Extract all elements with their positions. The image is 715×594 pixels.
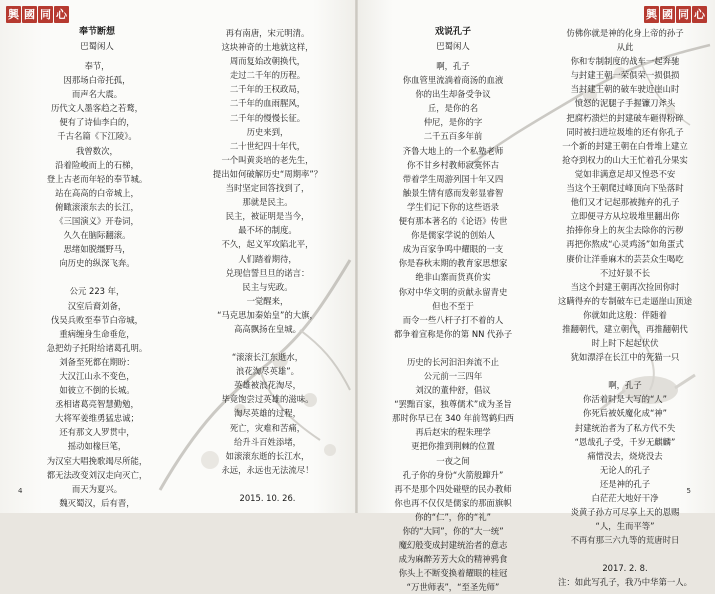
poem-line: 当时坚定回答找到了， [225, 183, 310, 194]
badge-char: 興 [646, 8, 657, 21]
poem-line: 抢夺到权力的山大王忙着孔分果实 [562, 154, 688, 165]
page-number-left: 4 [18, 487, 23, 495]
poem-line: 更把你推到荆棘的位置 [411, 441, 495, 452]
poem-line: “万世师表”，“至圣先师” [406, 582, 500, 593]
poem-line: 学生们记下你的这些语录 [406, 201, 500, 212]
poem-line: 我曾数次， [76, 145, 118, 156]
poem-line: 最不坏的制度。 [238, 225, 297, 236]
poem-line: 带着学生周游列国十年又四 [402, 173, 504, 184]
poem-line: 历史来到， [246, 126, 289, 137]
poem-line: 赓价让洋垂麻木的芸芸众生喝吃 [566, 253, 684, 264]
poem-line: 公元前一三四年 [423, 370, 483, 381]
poem-line: 历史的长河汩汩奔流不止 [406, 356, 500, 367]
poem-line: 齐鲁大地上的一个私塾老师 [402, 145, 504, 156]
poem-line: 你是春秋末期的教育家思想家 [398, 258, 508, 269]
poem-line: 他们又才记起那被抛弃的孔子 [570, 197, 680, 208]
poem-line: 2017. 2. 8. [602, 563, 648, 574]
poem-line: 都无法改变刘汉走向灭亡， [46, 469, 148, 480]
section-badge-left [6, 6, 69, 24]
book-gutter [355, 0, 358, 513]
poem-line: 死亡，灾难和苦痛， [229, 422, 306, 433]
poem-line: “人，生而平等” [595, 521, 655, 532]
poem-line: 而令一些八杆子打不着的人 [402, 314, 504, 325]
poem-line: 还有那文人罗贯中， [59, 427, 135, 438]
poem-line: 民主，被证明是当今， [225, 211, 310, 222]
poem-line: 英雄被浪花淘尽， [234, 380, 301, 391]
poem-line: 你的“大同”，你的“大一统” [402, 526, 504, 536]
poem-line: 高高飘扬在皇城。 [234, 323, 301, 334]
poem-line: 愤怒的泥腿子手握镰刀斧头 [574, 98, 676, 109]
badge-char: 同 [40, 8, 51, 21]
poem-line: 你的出生却备受争议 [415, 89, 491, 100]
poem-line: 急把幼子托附给诸葛孔明。 [46, 342, 148, 353]
poem-line: 不过好景不长 [599, 267, 651, 278]
poem-line: 永远，永远也无法流尽！ [221, 464, 314, 475]
poem-line: 那时你早已在 340 年前驾鹤归西 [392, 413, 514, 424]
poem-line: 炎黄子孙方可尽享上天的恩赐 [570, 507, 680, 518]
poem-line: 浪花淘尽英雄”。 [236, 366, 299, 377]
poem-line: 2015. 10. 26. [239, 492, 296, 503]
poem-line: 再有南唐，宋元明清。 [225, 28, 310, 38]
poem-line: 孔子你的身份“火箭般蹿升” [402, 469, 504, 480]
poem-line: 思绪如脱缰野马， [63, 244, 131, 255]
poem-line: “罢黜百家，独尊儒术”成为圣旨 [394, 399, 512, 410]
poem-line: 封建统治者为了私方代不失 [574, 422, 676, 433]
badge-char: 同 [678, 8, 689, 21]
poem-line: 重病缠身生命垂危， [59, 328, 135, 339]
poem-author: 巴蜀闲人 [80, 41, 114, 51]
poem-column-fengjie-cont [185, 26, 350, 505]
poem-line: 不再有那三六九等的荒唐时日 [570, 535, 680, 546]
poem-line: 都争着宣称是你的第 NN 代孙子 [393, 328, 513, 339]
poem-line: 白茫茫大地好干净 [591, 493, 659, 503]
poem-line: 当这个封建王朝再次捡回你时 [570, 281, 680, 292]
poem-title: 奉节断想 [78, 27, 115, 37]
poem-line: 伐吴兵败至奉节白帝城， [50, 314, 144, 325]
poem-line: 从此 [616, 42, 634, 53]
poem-line: 注：如此写孔子，我乃中华第一人。 [558, 577, 692, 588]
poem-line: 这瞒得弃的专制破车已走逼崖山顶途 [558, 295, 692, 306]
poem-line: 这块神奇的土地就这样， [221, 42, 314, 53]
badge-char: 興 [8, 8, 19, 21]
poem-line: 周而复始改朝换代， [229, 56, 306, 67]
poem-line: 便有了诗仙李白的， [59, 117, 135, 128]
poem-line: 再后赵宋的程朱理学 [415, 427, 491, 438]
poem-author: 巴蜀闲人 [436, 41, 470, 51]
poem-line: 毕竟饱尝过英雄的滋味。 [221, 394, 314, 405]
poem-line: 时上时下起起伏伏 [591, 338, 659, 349]
page-number-right: 5 [686, 487, 691, 495]
poem-line: 你就如此这般：伴随着 [583, 309, 667, 320]
poem-line: 为汉室大唱挽歌竭尽所能， [46, 455, 148, 466]
poem-line: 触景生情有感而发彰显睿智 [402, 187, 504, 198]
poem-column-confucius [368, 26, 538, 594]
poem-line: 民主与宪政。 [242, 281, 293, 292]
poem-line: 你头上不断变换着耀眼的桂冠 [398, 568, 508, 579]
poem-line: 便有那本著名的《论语》传世 [398, 216, 508, 227]
poem-line: 一夜之间 [436, 455, 470, 466]
poem-line: 汉室后裔刘备， [67, 300, 127, 311]
poem-line: 觉如非满意足却又惶恐不安 [574, 168, 676, 179]
poem-title: 戏说孔子 [434, 27, 471, 37]
poem-line: 而天为夏兴。 [71, 483, 123, 494]
poem-line: 再把你熬成“心灵鸡汤”如角蛋式 [566, 239, 684, 250]
poem-line: 无论人的孔子 [599, 464, 651, 475]
poem-line: 淘尽英雄的过程， [234, 408, 301, 419]
poem-line: 你活着时是大写的“人” [582, 394, 668, 405]
poem-line: 二千年的王权政局， [229, 84, 306, 95]
poem-line: 《三国演义》开卷词， [55, 216, 139, 227]
poem-line: 你的“仁”，你的“礼” [415, 511, 491, 522]
poem-column-fengjie [12, 26, 182, 510]
poem-line: 你死后被妖魔化成“神” [582, 408, 668, 419]
poem-line: 奉节， [84, 61, 110, 71]
badge-char: 心 [56, 8, 67, 21]
poem-line: 登上古老而年轻的奉节城。 [46, 173, 148, 184]
poem-line: 站在高高的白帝城上， [55, 187, 139, 198]
poem-line: 犹如漂浮在长江中的死猫一只 [570, 352, 680, 363]
poem-line: 你也再不仅仅是儒家的那面旗帜 [394, 497, 512, 508]
poem-line: 同时被扫进垃圾堆的还有你孔子 [566, 126, 684, 137]
poem-line: 刘备至死都在期盼： [59, 356, 135, 367]
poem-line: 推翻朝代，建立朝代，再推翻朝代 [562, 323, 688, 334]
poem-line: 沿着险峻而上的石梯， [55, 159, 139, 170]
poem-line: 你对中华文明的贡献永留青史 [398, 286, 508, 297]
poem-line: 历代文人墨客趋之若鹜， [50, 103, 144, 114]
poem-line: 把腐朽溃烂的封建破车砸得粉碎 [566, 112, 684, 123]
poem-line: 大将军姜维勇猛忠诚； [55, 413, 139, 424]
poem-line: 但也不至于 [432, 300, 474, 311]
poem-line: 如彼立不倒的长城。 [59, 385, 135, 396]
poem-line: 仿佛你就是神的化身上帝的孙子 [566, 28, 684, 38]
poem-line: 魔幻般变成封建统治者的意志 [398, 540, 508, 551]
poem-line: 走过二千年的历程。 [229, 70, 306, 81]
poem-line: 立即便寻方从垃圾堆里翻出你 [570, 211, 680, 222]
poem-line: 你血管里流淌着商汤的血液 [402, 75, 504, 86]
poem-line: 丞相诸葛亮智慧勤勉， [55, 399, 139, 410]
poem-line: 人们踏着期待， [238, 253, 297, 264]
poem-line: 啊，孔子 [436, 61, 470, 71]
poem-line: 你不甘乡村教师寂寞怀古 [406, 159, 500, 170]
poem-line: 还是神的孔子 [599, 478, 651, 489]
poem-line: 摇动如椽巨笔， [67, 441, 127, 452]
poem-line: 成为百家争鸣中耀眼的一支 [402, 244, 504, 255]
poem-line: 久久在脑际翻滚。 [63, 230, 131, 241]
poem-line: “滚滚长江东逝水， [231, 352, 304, 363]
section-badge-right [644, 6, 707, 24]
poem-line: 痛惜没去，烧烧没去 [587, 450, 663, 461]
poem-line: “恩哉孔子受，千岁无麒麟” [574, 436, 676, 447]
poem-line: 一觉醒来， [246, 295, 289, 306]
poem-line: 刘汉的董仲舒，倡议 [415, 385, 491, 396]
poem-line: 绝非山寨而货真价实 [415, 272, 491, 283]
poem-line: 向历史的纵深飞奔。 [59, 258, 135, 269]
poem-line: 如滚滚东逝的长江水， [225, 450, 310, 461]
poem-line: “马克思加秦始皇”的大旗， [217, 309, 318, 320]
poem-line: 二千年的血雨腥风， [229, 98, 306, 109]
poem-line: 丘，是你的名 [427, 103, 479, 114]
poem-line: 公元 223 年， [69, 286, 125, 297]
poem-line: 你是儒家学说的创始人 [411, 230, 495, 241]
poem-line: 给升斗百姓添堵， [234, 436, 301, 447]
poem-line: 与封建王朝一荣俱荣一损俱损 [570, 70, 680, 81]
poem-column-confucius-cont [540, 26, 710, 590]
poem-line: 一个叫黄炎培的老先生， [221, 154, 314, 165]
poem-line: 不久，起义军攻陷北平， [221, 239, 314, 250]
poem-line: 而声名大震。 [71, 89, 123, 100]
poem-line: 兑现信誓旦旦的诺言： [225, 267, 310, 278]
poem-line: 再不是那个四处碰壁的民办教师 [394, 483, 512, 494]
poem-line: 成为麻醉芳芳大众的精神鸦食 [398, 554, 508, 565]
poem-line: 千古名篇《下江陵》。 [57, 131, 137, 142]
poem-line: 因那场白帝托孤， [63, 75, 131, 86]
poem-line: 抬捧你身上的灰尘去除你的污秽 [566, 225, 684, 236]
poem-line: 二千年的慢慢长征。 [229, 112, 306, 123]
poem-line: 仲尼，是你的字 [423, 117, 483, 128]
poem-line: 二千五百多年前 [423, 131, 483, 142]
poem-line: 一个新的封建王朝在白骨堆上建立 [562, 140, 688, 151]
badge-char: 國 [24, 8, 35, 21]
poem-line: 你和专制制度的战车一起奔驰 [570, 56, 680, 67]
badge-char: 國 [662, 8, 673, 21]
badge-char: 心 [694, 8, 705, 21]
poem-line: 那就是民主。 [242, 197, 293, 208]
poem-line: 啊，孔子 [608, 380, 642, 391]
poem-line: 俯瞰滚滚东去的长江， [55, 201, 139, 212]
poem-line: 当封建王朝的破车驶近崖山时 [570, 84, 680, 95]
poem-line: 当这个王朝爬过峰顶向下坠落时 [566, 183, 684, 194]
poem-line: 大汉江山永不变色， [59, 370, 135, 381]
poem-line: 提出如何破解历史“周期率”？ [212, 168, 323, 179]
poem-line: 魏灭蜀汉，后有晋， [59, 497, 135, 508]
poem-line: 二十世纪四十年代， [229, 140, 306, 151]
